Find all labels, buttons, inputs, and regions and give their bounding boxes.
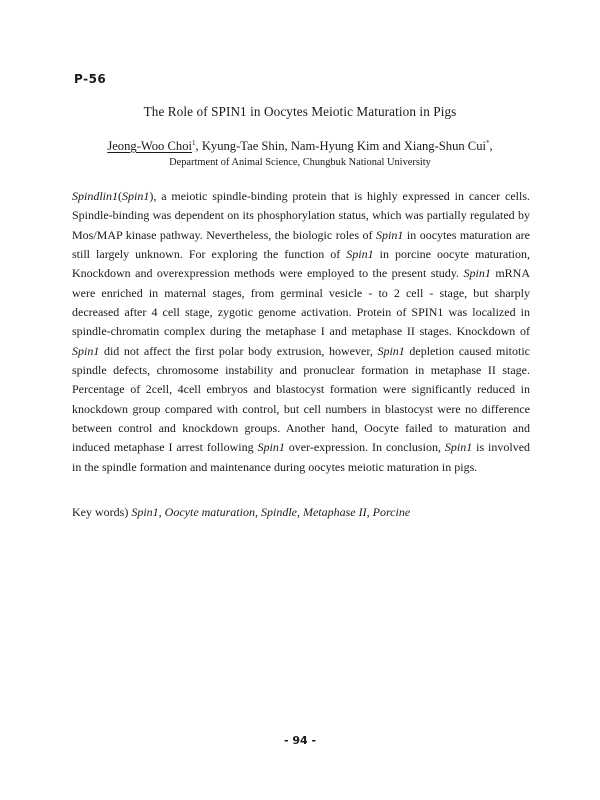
abstract-seg-5: Spin1 xyxy=(376,227,404,242)
coauthors: , Kyung-Tae Shin, Nam-Hyung Kim and Xiang-Shun Cui xyxy=(195,139,487,153)
abstract-seg-11: Spin1 xyxy=(72,343,100,358)
abstract-seg-2: ( xyxy=(118,189,123,203)
abstract-seg-12: did not affect the first polar body extrusion, however, xyxy=(99,343,378,358)
abstract-seg-10: mRNA were enriched in maternal stages, from germinal vesicle - to 2 cell - stage, but sharply decreased after 4 cell stage, zygotic genome activation. Protein of SPIN1 was localized in spindle-chromatin complex during the metaphase I and metaphase II stages. Knockdown of xyxy=(72,266,530,339)
paper-title: The Role of SPIN1 in Oocytes Meiotic Maturation in Pigs xyxy=(143,104,457,119)
abstract-seg-3: Spin1 xyxy=(122,189,150,203)
author-line-end: , xyxy=(489,139,493,153)
affiliation: Department of Animal Science, Chungbuk National University xyxy=(169,157,431,168)
corresponding-mark: * xyxy=(486,138,490,147)
abstract-seg-18: is involved in the spindle formation and maintenance during oocytes meiotic maturation in pigs. xyxy=(72,440,531,474)
page-number: - 94 - xyxy=(283,734,317,747)
presenting-author: Jeong-Woo Choi xyxy=(107,139,193,153)
abstract-seg-15: Spin1 xyxy=(257,440,285,455)
abstract-seg-1: Spindlin1 xyxy=(72,189,119,203)
keywords-label: Key words) xyxy=(72,505,132,519)
abstract-seg-4: ), a meiotic spindle-binding protein that is highly expressed in cancer cells. Spindle-binding was dependent on its phosphorylation status, which was partially regulated by Mos/MAP kinase pathway. Nevertheless, the biologic roles of xyxy=(72,189,530,242)
abstract-body xyxy=(72,187,530,477)
abstract-seg-8: in porcine oocyte maturation, Knockdown and overexpression methods were employed to the present study. xyxy=(72,247,530,281)
abstract-seg-17: Spin1 xyxy=(444,440,473,455)
abstract-seg-9: Spin1 xyxy=(463,266,491,281)
abstract-seg-16: over-expression. In conclusion, xyxy=(284,440,445,455)
abstract-seg-7: Spin1 xyxy=(346,247,374,262)
keywords-line xyxy=(72,505,410,520)
abstract-seg-14: depletion caused mitotic spindle defects, chromosome instability and pronuclear formation in metaphase II stage. Percentage of 2cell, 4cell embryos and blastocyst formation were significantly reduced in knockdown group compared with control, but cell numbers in blastocyst were no difference between control and knockdown groups. Another hand, Oocyte failed to maturation and induced metaphase I arrest following xyxy=(72,343,530,455)
abstract-seg-6: in oocytes maturation are still largely unknown. For exploring the function of xyxy=(72,227,531,262)
poster-id: P-56 xyxy=(74,72,107,86)
keywords-terms: Spin1, Oocyte maturation, Spindle, Metaphase II, Porcine xyxy=(131,505,411,519)
presenter-superscript: 1 xyxy=(192,138,196,147)
author-line xyxy=(0,139,600,154)
abstract-seg-13: Spin1 xyxy=(377,343,405,358)
